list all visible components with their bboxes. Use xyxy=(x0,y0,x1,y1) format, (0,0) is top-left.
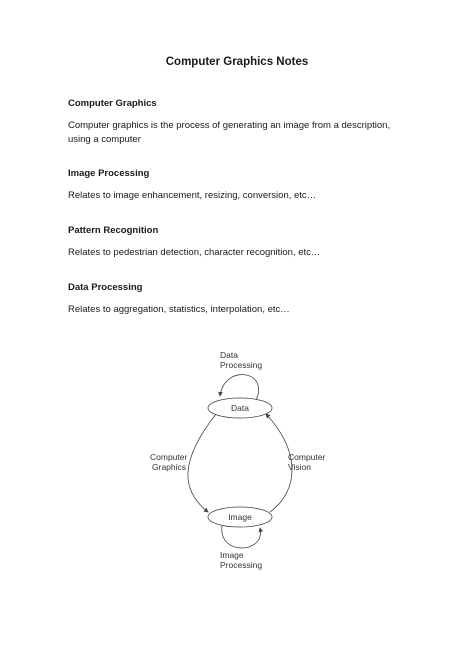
section-body: Relates to image enhancement, resizing, conversion, etc… xyxy=(68,190,317,201)
document-title: Computer Graphics Notes xyxy=(165,56,309,68)
top-loop-label-line2: Processing xyxy=(220,360,263,370)
section-heading: Computer Graphics xyxy=(68,98,157,109)
left-label-line1: Computer xyxy=(150,452,188,462)
section-body: Computer graphics is the process of generating an image from a description, using a computer xyxy=(68,120,391,145)
computer-graphics-arrow xyxy=(188,414,216,512)
graphics-vision-diagram xyxy=(130,340,350,590)
section-heading: Data Processing xyxy=(68,282,143,293)
right-label-line2: Vision xyxy=(288,462,311,472)
image-node-label: Image xyxy=(228,512,252,522)
bottom-loop-label-line2: Processing xyxy=(220,560,263,570)
left-label-line2: Graphics xyxy=(152,462,187,472)
section-body: Relates to aggregation, statistics, interpolation, etc… xyxy=(68,304,290,315)
bottom-loop-label-line1: Image xyxy=(220,550,244,560)
section-body: Relates to pedestrian detection, character recognition, etc… xyxy=(68,247,321,258)
section-data-processing xyxy=(68,282,408,317)
top-loop-label-line1: Data xyxy=(220,350,238,360)
data-processing-loop-arrow xyxy=(220,375,259,400)
right-label-line1: Computer xyxy=(288,452,326,462)
image-processing-loop-arrow xyxy=(222,526,261,548)
section-image-processing xyxy=(68,168,408,203)
section-pattern-recognition xyxy=(68,225,408,260)
data-node-label: Data xyxy=(231,403,249,413)
section-computer-graphics xyxy=(68,98,408,147)
section-heading: Pattern Recognition xyxy=(68,225,159,236)
section-heading: Image Processing xyxy=(68,168,150,179)
